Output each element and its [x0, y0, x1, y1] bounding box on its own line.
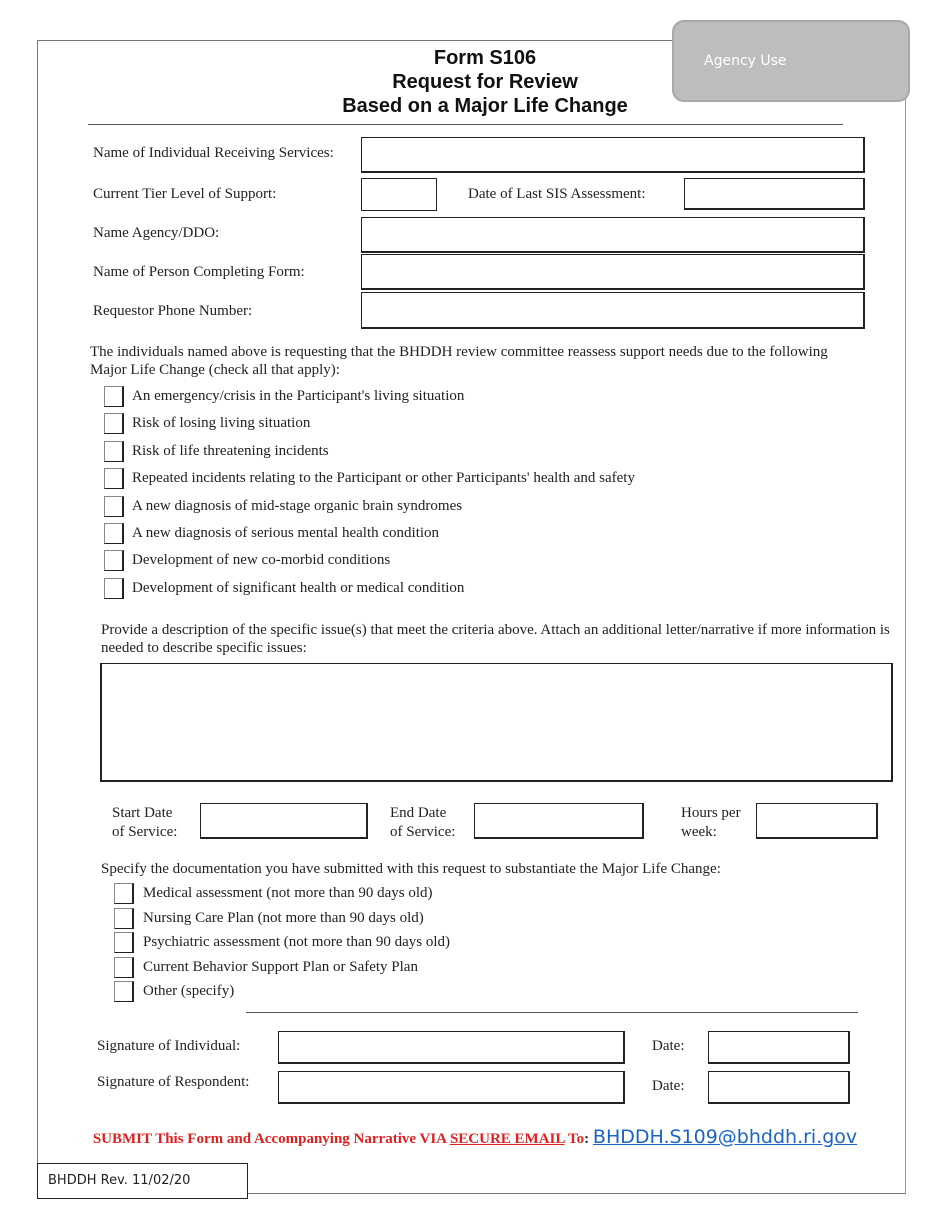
checkbox[interactable] — [104, 413, 124, 434]
end-date-input[interactable] — [474, 803, 644, 839]
revision-footer: BHDDH Rev. 11/02/20 — [37, 1163, 248, 1199]
divider — [246, 1012, 858, 1013]
date-label: Date: — [652, 1038, 685, 1054]
person-completing-label: Name of Person Completing Form: — [93, 264, 305, 280]
email-link[interactable]: BHDDH.S109@bhddh.ri.gov — [592, 1126, 858, 1148]
checkbox-label: Repeated incidents relating to the Participant or other Participants' health and safety — [132, 470, 635, 486]
title-line: Form S106 — [433, 47, 537, 69]
checkbox[interactable] — [104, 578, 124, 599]
label-line: of Service: — [112, 824, 178, 840]
checkbox[interactable] — [104, 523, 124, 544]
title-line: Request for Review — [392, 71, 578, 93]
checkbox-label: Medical assessment (not more than 90 days old) — [143, 885, 433, 901]
signature-respondent-label: Signature of Respondent: — [97, 1074, 250, 1090]
checkbox[interactable] — [114, 957, 134, 978]
label-line: Start Date — [112, 805, 173, 821]
signature-individual-date-input[interactable] — [708, 1031, 850, 1064]
checkbox[interactable] — [114, 908, 134, 929]
checkbox-label: Psychiatric assessment (not more than 90 days old) — [143, 934, 451, 950]
checkbox[interactable] — [104, 496, 124, 517]
checkbox[interactable] — [104, 441, 124, 462]
divider — [88, 124, 843, 125]
description-prompt: Provide a description of the specific issue(s) that meet the criteria above. Attach an additional letter/narrative if more information is needed to describe specific issues: — [101, 622, 890, 656]
phone-input[interactable] — [361, 292, 865, 329]
signature-respondent-input[interactable] — [278, 1071, 625, 1104]
checkbox-label: A new diagnosis of serious mental health condition — [132, 525, 440, 541]
documentation-prompt: Specify the documentation you have submitted with this request to substantiate the Major Life Change: — [101, 861, 721, 877]
title-line: Based on a Major Life Change — [342, 95, 628, 117]
start-date-label — [112, 804, 177, 842]
label-line: End Date — [390, 805, 447, 821]
checkbox-label: An emergency/crisis in the Participant's living situation — [132, 388, 465, 404]
checkbox[interactable] — [114, 883, 134, 904]
checkbox-label: Risk of life threatening incidents — [132, 443, 329, 459]
signature-individual-label: Signature of Individual: — [97, 1038, 241, 1054]
date-label: Date: — [652, 1078, 685, 1094]
checkbox-label: Nursing Care Plan (not more than 90 days old) — [143, 910, 424, 926]
description-textarea[interactable] — [100, 663, 893, 782]
submit-instructions — [0, 1126, 950, 1148]
checkbox-label: Current Behavior Support Plan or Safety Plan — [143, 959, 418, 975]
signature-individual-input[interactable] — [278, 1031, 625, 1064]
checkbox[interactable] — [104, 386, 124, 407]
last-sis-input[interactable] — [684, 178, 865, 210]
checkbox[interactable] — [114, 932, 134, 953]
name-individual-label: Name of Individual Receiving Services: — [93, 145, 334, 161]
name-individual-input[interactable] — [361, 137, 865, 173]
checkbox[interactable] — [114, 981, 134, 1002]
hours-label — [681, 804, 741, 842]
agency-label: Name Agency/DDO: — [93, 225, 220, 241]
submit-to: To — [564, 1131, 585, 1147]
checkbox-label: Development of significant health or medical condition — [132, 580, 465, 596]
colon: : — [584, 1131, 590, 1147]
intro-text: The individuals named above is requesting that the BHDDH review committee reassess support needs due to the following Major Life Change (check all that apply): — [90, 344, 828, 378]
start-date-input[interactable] — [200, 803, 368, 839]
form-frame — [37, 40, 906, 1194]
submit-text: SUBMIT This Form and Accompanying Narrative VIA — [92, 1131, 450, 1147]
label-line: week: — [681, 824, 717, 840]
hours-input[interactable] — [756, 803, 878, 839]
tier-level-input[interactable] — [361, 178, 437, 211]
last-sis-label: Date of Last SIS Assessment: — [468, 186, 646, 202]
page-title — [300, 46, 670, 118]
checkbox-label: Other (specify) — [143, 983, 235, 999]
checkbox-label: Development of new co-morbid conditions — [132, 552, 391, 568]
phone-label: Requestor Phone Number: — [93, 303, 253, 319]
checkbox[interactable] — [104, 550, 124, 571]
checkbox[interactable] — [104, 468, 124, 489]
checkbox-label: A new diagnosis of mid-stage organic brain syndromes — [132, 498, 463, 514]
person-completing-input[interactable] — [361, 254, 865, 290]
checkbox-label: Risk of losing living situation — [132, 415, 311, 431]
agency-use-box: Agency Use — [672, 20, 910, 102]
label-line: of Service: — [390, 824, 456, 840]
agency-input[interactable] — [361, 217, 865, 253]
end-date-label — [390, 804, 455, 842]
secure-email-text: SECURE EMAIL — [449, 1131, 565, 1147]
signature-respondent-date-input[interactable] — [708, 1071, 850, 1104]
label-line: Hours per — [681, 805, 741, 821]
tier-level-label: Current Tier Level of Support: — [93, 186, 277, 202]
